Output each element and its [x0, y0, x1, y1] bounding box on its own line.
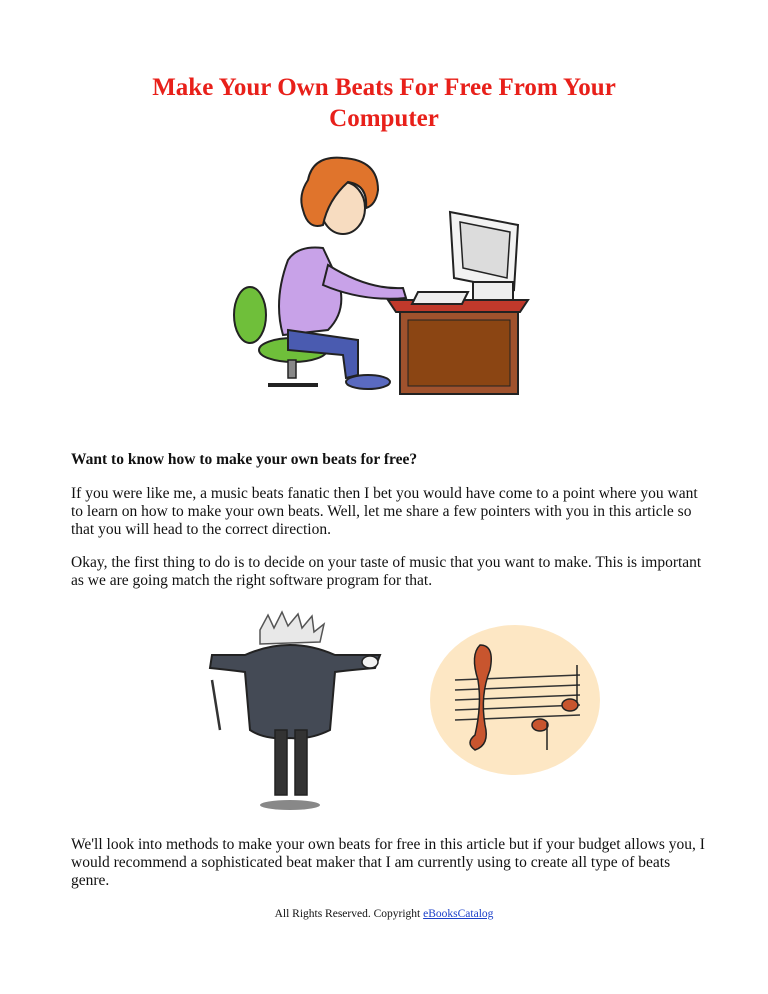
conductor-shape [210, 612, 380, 810]
monitor-shape [412, 212, 518, 304]
paragraph-1: If you were like me, a music beats fanatic then I bet you would have come to a point where you want to learn on how to make your own beats. Well, let me share a few pointers with you in this article so that you will head to the correct direction. [71, 485, 698, 538]
paragraph-2: Okay, the first thing to do is to decide on your taste of music that you want to make. This is important as we are going match the right software program for that. [71, 554, 702, 589]
conductor-illustration [190, 610, 390, 815]
music-notes-illustration [430, 625, 600, 775]
footer-link[interactable]: eBooksCatalog [423, 908, 494, 920]
document-title [60, 72, 708, 134]
section-heading: Want to know how to make your own beats for free? [71, 451, 418, 468]
footer [0, 908, 768, 920]
title-line-1: Make Your Own Beats For Free From Your [152, 74, 616, 101]
person-at-computer-illustration [228, 150, 538, 400]
footer-text: All Rights Reserved. Copyright [274, 908, 424, 920]
paragraph-3: We'll look into methods to make your own beats for free in this article but if your budget allows you, I would recommend a sophisticated beat maker that I am currently using to create all type of beats genre. [71, 836, 705, 889]
desk-shape [388, 300, 528, 394]
title-line-2: Computer [329, 105, 439, 132]
